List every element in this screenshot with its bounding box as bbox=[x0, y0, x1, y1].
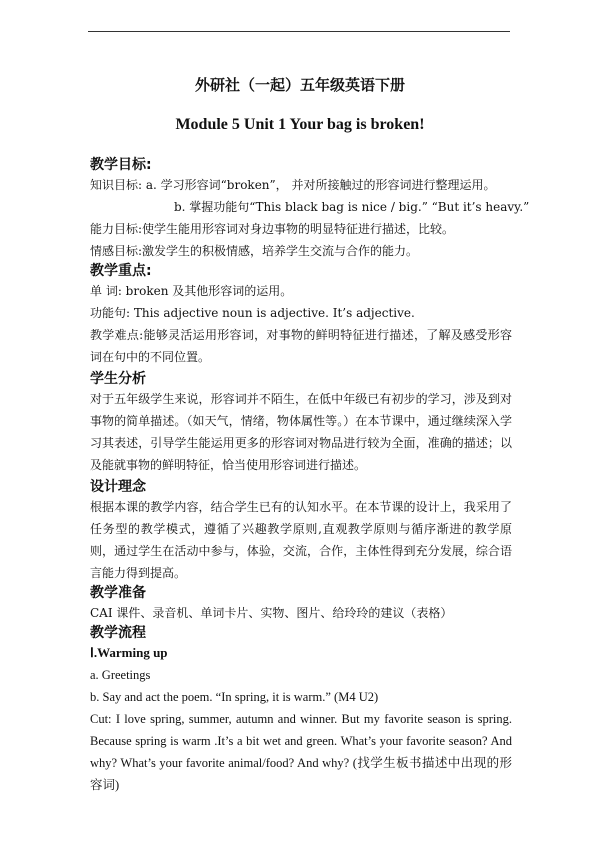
emotion-objective: 情感目标:激发学生的积极情感，培养学生交流与合作的能力。 bbox=[90, 244, 419, 258]
analysis-text: 对于五年级学生来说，形容词并不陌生，在低中年级已有初步的学习，涉及到对事物的简单描述。（如天气，情绪，物体属性等。）在本节课中，通过继续深入学习其表述，引导学生能运用更多的形容词对物品进行较为全面，准确的描述；以及能就事物的鲜明特征，恰当使用形容词进行描述。 bbox=[90, 392, 512, 472]
preparation-heading: 教学准备 bbox=[90, 585, 146, 601]
concept-text: 根据本课的教学内容，结合学生已有的认知水平。在本节课的设计上，我采用了任务型的教学模式，遵循了兴趣教学原则,直观教学原则与循序渐进的教学原则，通过学生在活动中参与，体验，交流，合作，主体性得到充分发展，综合语言能力得到提高。 bbox=[90, 500, 512, 580]
section-label: .Warming up bbox=[93, 645, 168, 660]
warming-up-title bbox=[90, 642, 512, 664]
page-title: 外研社（一起）五年级英语下册 bbox=[194, 76, 405, 94]
ability-objective: 能力目标:使学生能用形容词对身边事物的明显特征进行描述，比较。 bbox=[90, 222, 455, 236]
key-sentence: 功能句: This adjective noun is adjective. It’s adjective. bbox=[90, 306, 415, 320]
lesson-title: Module 5 Unit 1 Your bag is broken! bbox=[175, 116, 425, 133]
process-heading: 教学流程 bbox=[90, 625, 146, 641]
knowledge-objective-b: b. 掌握功能句“This black bag is nice / big.” “But it’s heavy.” bbox=[174, 200, 530, 214]
knowledge-objective-a: 知识目标: a. 学习形容词“broken”， 并对所接触过的形容词进行整理运用。 bbox=[90, 178, 496, 192]
cut-paragraph: Cut: I love spring, summer, autumn and winner. But my favorite season is spring. Because spring is warm .It’s a bit wet and green. What’s your favorite season? And why? What’s your favorite animal/food? And why? (找学生板书描述中出现的形容词) bbox=[90, 712, 512, 792]
step-poem: b. Say and act the poem. “In spring, it is warm.” (M4 U2) bbox=[90, 690, 379, 704]
teaching-difficulty: 教学难点:能够灵活运用形容词，对事物的鲜明特征进行描述，了解及感受形容词在句中的不同位置。 bbox=[90, 328, 512, 364]
top-rule bbox=[88, 31, 510, 32]
step-greetings: a. Greetings bbox=[90, 668, 151, 682]
analysis-heading: 学生分析 bbox=[90, 371, 146, 387]
key-words: 单 词: broken 及其他形容词的运用。 bbox=[90, 284, 293, 298]
objectives-heading: 教学目标: bbox=[90, 157, 152, 173]
preparation-text: CAI 课件、录音机、单词卡片、实物、图片、给玲玲的建议（表格） bbox=[90, 606, 453, 620]
key-points-heading: 教学重点: bbox=[90, 263, 152, 279]
concept-heading: 设计理念 bbox=[90, 479, 146, 495]
section-number: Ⅰ bbox=[90, 645, 94, 660]
